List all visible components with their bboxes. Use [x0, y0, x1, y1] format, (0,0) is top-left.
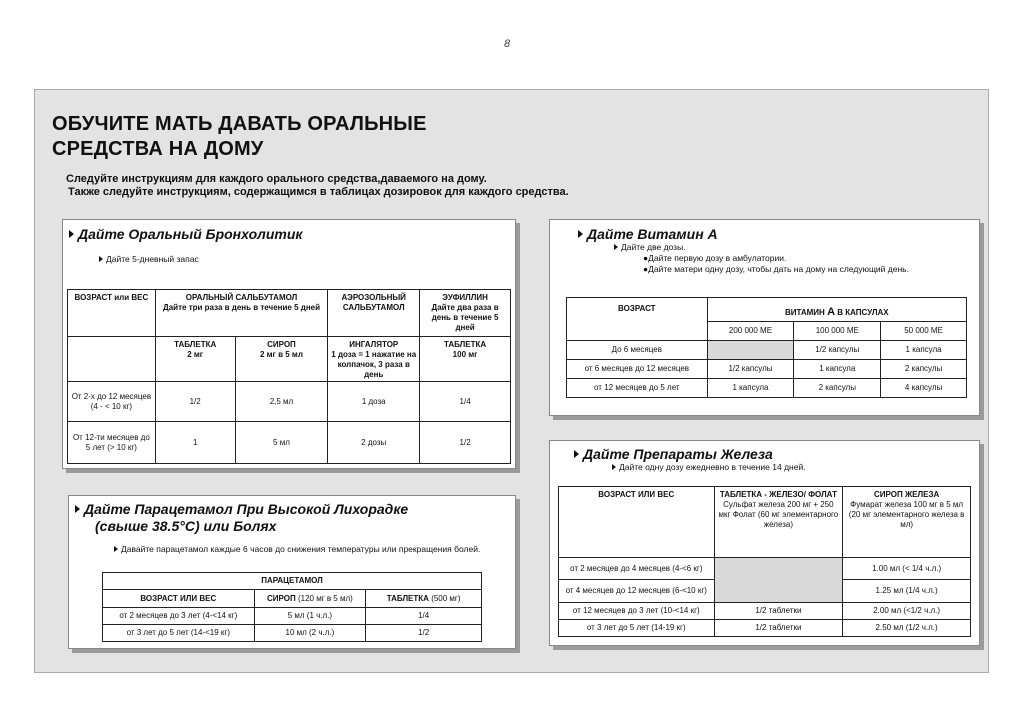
page-number: 8 [504, 38, 511, 50]
vitamin-a-card [549, 219, 980, 416]
iron-table: ВОЗРАСТ ИЛИ ВЕС ТАБЛЕТКА - ЖЕЛЕЗО/ ФОЛАТ Сульфат железа 200 мг + 250 мкг Фолат (60 мг элементарного железа) СИРОП ЖЕЛЕЗА Фумарат железа 100 мг в 5 мл (20 мг элементарного железа в мл) от 2 месяцев до 4 месяцев (4-<6 кг) 1.00 мл (< 1/4 ч.л.) от 4 месяцев до 12 месяцев (6-<10 кг) 1.25 мл (1/4 ч.л.) от 12 месяцев до 3 лет (10-<14 кг) 1/2 таблетки 2.00 мл (<1/2 ч.л.) от 3 лет до 5 лет (14-19 кг) 1/2 таблетки 2.50 мл (1/2 ч.л.) [558, 486, 971, 637]
vitamin-a-note2: ●Дайте первую дозу в амбулатории. [643, 253, 787, 263]
col-salbutamol: ОРАЛЬНЫЙ САЛЬБУТАМОЛ Дайте три раза в день в течение 5 дней [155, 290, 328, 337]
table-row: От 12-ти месяцев до 5 лет (> 10 кг) 1 5 мл 2 дозы 1/2 [68, 422, 511, 464]
empty-cell [68, 337, 156, 382]
vitamin-a-note3: ●Дайте матери одну дозу, чтобы дать на дому на следующий день. [643, 264, 909, 274]
triangle-bullet-icon [69, 230, 74, 238]
table-row: от 12 месяцев до 3 лет (10-<14 кг) 1/2 таблетки 2.00 мл (<1/2 ч.л.) [559, 603, 971, 620]
sub-inhaler: ИНГАЛЯТОР 1 доза = 1 нажатие на колпачок, 3 раза в день [328, 337, 420, 382]
table-row: от 2 месяцев до 3 лет (4-<14 кг) 5 мл (1 ч.л.) 1/4 [103, 608, 482, 625]
triangle-bullet-icon [612, 464, 616, 470]
vitamin-a-table: ВОЗРАСТ ВИТАМИН А В КАПСУЛАХ 200 000 МЕ 100 000 МЕ 50 000 МЕ До 6 месяцев 1/2 капсулы 1 капсула от 6 месяцев до 12 месяцев 1/2 капсулы 1 капсула 2 капсулы от 12 месяцев до 5 лет 1 капсула 2 капсулы 4 капсулы [566, 297, 967, 398]
table-row: от 2 месяцев до 4 месяцев (4-<6 кг) 1.00 мл (< 1/4 ч.л.) [559, 558, 971, 580]
paracetamol-card [68, 495, 516, 649]
vitamin-a-title: Дайте Витамин А [578, 226, 718, 243]
bronchodilator-card [62, 219, 516, 469]
sub-syrup: СИРОП 2 мг в 5 мл [235, 337, 328, 382]
vitamin-a-note1: Дайте две дозы. [614, 242, 686, 253]
col-eufillin: ЭУФИЛЛИН Дайте два раза в день в течение 5 дней [420, 290, 511, 337]
iron-note: Дайте одну дозу ежедневно в течение 14 дней. [612, 462, 806, 473]
bronchodilator-note: Дайте 5-дневный запас [99, 254, 199, 265]
triangle-bullet-icon [114, 546, 118, 552]
paracetamol-title: Дайте Парацетамол При Высокой Лихорадке (свыше 38.5°С) или Болях [75, 501, 408, 535]
triangle-bullet-icon [614, 244, 618, 250]
table-row: До 6 месяцев 1/2 капсулы 1 капсула [567, 341, 967, 360]
triangle-bullet-icon [99, 256, 103, 262]
iron-title: Дайте Препараты Железа [574, 446, 773, 463]
table-row: от 4 месяцев до 12 месяцев (6-<10 кг) 1.25 мл (1/4 ч.л.) [559, 580, 971, 603]
sub-tablet2: ТАБЛЕТКА 100 мг [420, 337, 511, 382]
table-row: От 2-х до 12 месяцев (4 - < 10 кг) 1/2 2,5 мл 1 доза 1/4 [68, 382, 511, 422]
table-row: от 3 лет до 5 лет (14-19 кг) 1/2 таблетки 2.50 мл (1/2 ч.л.) [559, 620, 971, 637]
paracetamol-table: ПАРАЦЕТАМОЛ ВОЗРАСТ ИЛИ ВЕС СИРОП (120 мг в 5 мл) ТАБЛЕТКА (500 мг) от 2 месяцев до 3 лет (4-<14 кг) 5 мл (1 ч.л.) 1/4 от 3 лет до 5 лет (14-<19 кг) 10 мл (2 ч.л.) 1/2 [102, 572, 482, 642]
triangle-bullet-icon [75, 505, 80, 513]
triangle-bullet-icon [578, 230, 583, 238]
table-row: от 3 лет до 5 лет (14-<19 кг) 10 мл (2 ч.л.) 1/2 [103, 625, 482, 642]
col-age: ВОЗРАСТ или ВЕС [68, 290, 156, 337]
page-subtitle: Следуйте инструкциям для каждого орального средства,даваемого на дому. Также следуйте инструкциям, содержащимся в таблицах дозировок для каждого средства. [66, 173, 569, 198]
table-row: от 6 месяцев до 12 месяцев 1/2 капсулы 1 капсула 2 капсулы [567, 360, 967, 379]
bronchodilator-table [67, 289, 511, 464]
paracetamol-note: Давайте парацетамол каждые 6 часов до снижения температуры или прекращения болей. [114, 544, 480, 555]
page-title: ОБУЧИТЕ МАТЬ ДАВАТЬ ОРАЛЬНЫЕ СРЕДСТВА НА ДОМУ [52, 113, 427, 160]
col-aerosol: АЭРОЗОЛЬНЫЙ САЛЬБУТАМОЛ [328, 290, 420, 337]
triangle-bullet-icon [574, 450, 579, 458]
table-row: от 12 месяцев до 5 лет 1 капсула 2 капсулы 4 капсулы [567, 379, 967, 398]
bronchodilator-title: Дайте Оральный Бронхолитик [69, 226, 302, 243]
sub-tablet: ТАБЛЕТКА 2 мг [155, 337, 235, 382]
iron-card [549, 440, 980, 646]
